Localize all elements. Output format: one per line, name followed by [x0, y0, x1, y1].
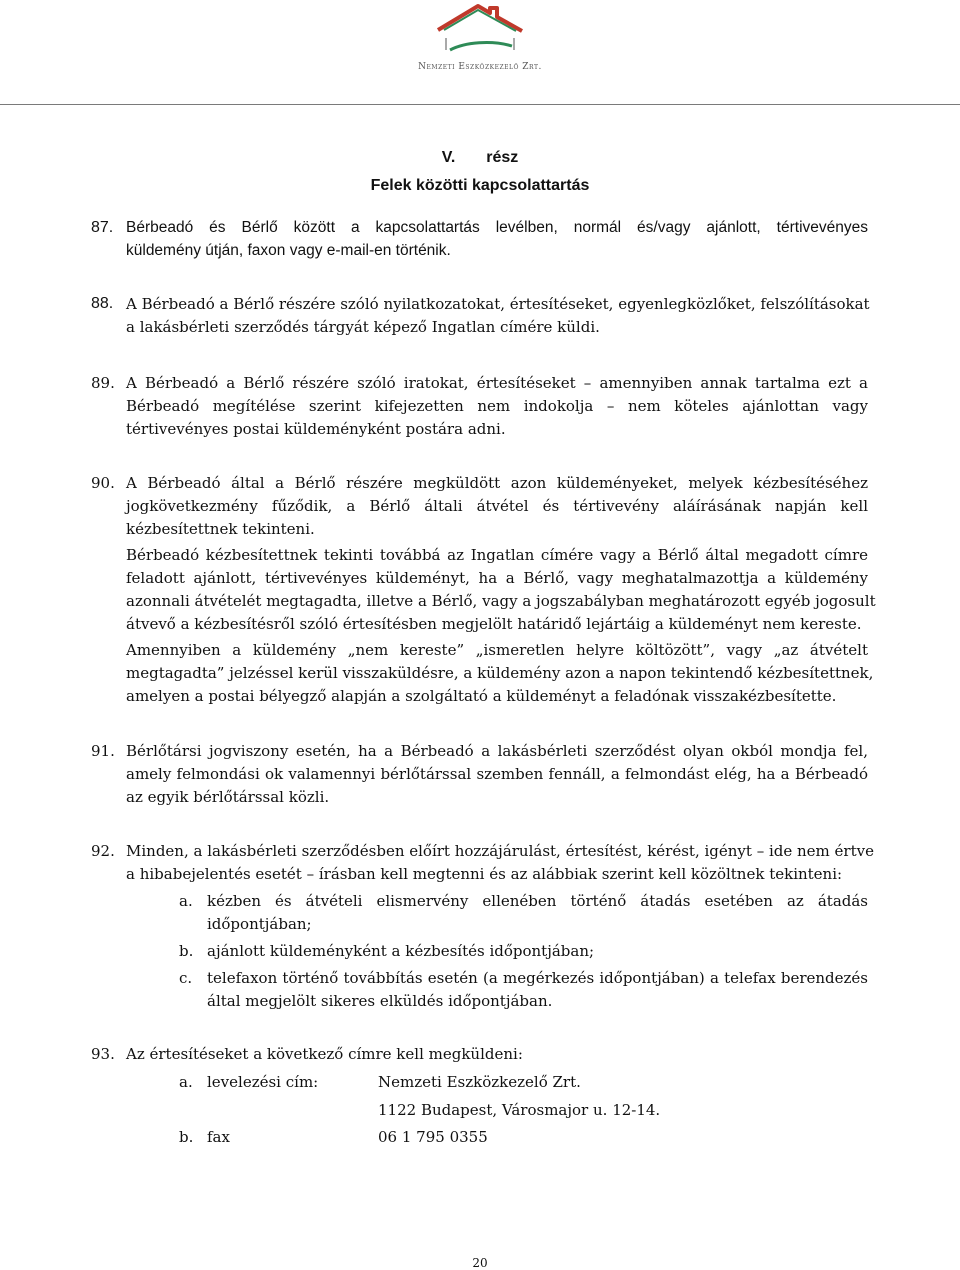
section-part-word: rész — [486, 149, 519, 166]
paragraph-line: feladott ajánlott, tértivevényes küldeményt, ha a Bérlő, vagy meghatalmazottja a küldemény — [126, 569, 868, 587]
address-label: fax — [207, 1128, 230, 1146]
section-part-number: V. — [441, 149, 456, 166]
paragraph-line: kézbesítettnek tekinteni. — [126, 520, 315, 538]
list-item-letter: c. — [179, 969, 193, 987]
paragraph-line: Bérlőtársi jogviszony esetén, ha a Bérbeadó a lakásbérleti szerződést olyan okból mondja fel, — [126, 742, 868, 760]
list-item-letter: a. — [179, 892, 193, 910]
paragraph-number: 89. — [91, 374, 115, 392]
paragraph-number: 87. — [91, 219, 114, 236]
paragraph-line: jogkövetkezmény fűződik, a Bérlő általi átvétel és tértivevény aláírásának napján kell — [126, 497, 868, 515]
section-part — [0, 149, 960, 167]
paragraph-line: küldemény útján, faxon vagy e-mail-en történik. — [126, 242, 451, 259]
list-item-line: ajánlott küldeményként a kézbesítés időpontjában; — [207, 942, 595, 960]
paragraph-line: Bérbeadó és Bérlő között a kapcsolattartás levélben, normál és/vagy ajánlott, tértivevényes — [126, 219, 868, 236]
paragraph-line: azonnali átvételét megtagadta, illetve a Bérlő, vagy a jogszabályban meghatározott egyéb jogosult — [126, 592, 876, 610]
address-item-letter: a. — [179, 1073, 193, 1091]
list-item-line: kézben és átvételi elismervény ellenében történő átadás esetében az átadás — [207, 892, 868, 910]
paragraph-line: Az értesítéseket a következő címre kell megküldeni: — [126, 1045, 523, 1063]
list-item-line: által megjelölt sikeres elküldés időpontjában. — [207, 992, 553, 1010]
company-logo — [380, 0, 580, 80]
paragraph-line: átvevő a kézbesítésről szóló értesítésben megjelölt határidő lejártáig a küldeményt nem kereste. — [126, 615, 862, 633]
list-item-line: telefaxon történő továbbítás esetén (a megérkezés időpontjában) a telefax berendezés — [207, 969, 868, 987]
paragraph-line: Bérbeadó megítélése szerint kifejezetten nem indokolja – nem köteles ajánlottan vagy — [126, 397, 868, 415]
page-number: 20 — [472, 1256, 488, 1270]
paragraph-line: az egyik bérlőtárssal közli. — [126, 788, 330, 806]
address-value: 06 1 795 0355 — [378, 1128, 488, 1146]
paragraph-line: A Bérbeadó által a Bérlő részére megküldött azon küldeményeket, melyek kézbesítéséhez — [126, 474, 868, 492]
paragraph-line: amelyen a postai bélyegző alapján a szolgáltató a küldeményt a feladónak visszakézbesítette. — [126, 687, 837, 705]
paragraph-line: a hibabejelentés esetét – írásban kell megtenni és az alábbiak szerint kell közöltnek tekinteni: — [126, 865, 843, 883]
paragraph-line: amely felmondási ok valamennyi bérlőtárssal szemben fennáll, a felmondást elég, ha a Bérbeadó — [126, 765, 868, 783]
paragraph-line: megtagadta” jelzéssel kerül visszaküldésre, a küldemény azon a napon tekintendő kézbesítettnek, — [126, 664, 874, 682]
address-item-letter: b. — [179, 1128, 194, 1146]
list-item-letter: b. — [179, 942, 194, 960]
address-value: 1122 Budapest, Városmajor u. 12-14. — [378, 1101, 661, 1119]
address-value: Nemzeti Eszközkezelő Zrt. — [378, 1073, 581, 1091]
paragraph-line: A Bérbeadó a Bérlő részére szóló iratokat, értesítéseket – amennyiben annak tartalma ezt a — [126, 374, 868, 392]
address-label: levelezési cím: — [207, 1073, 319, 1091]
company-name: Nemzeti Eszközkezelő Zrt. — [418, 62, 542, 72]
header-divider — [0, 104, 960, 105]
paragraph-line: Amennyiben a küldemény „nem kereste” „ismeretlen helyre költözött”, vagy „az átvételt — [126, 641, 868, 659]
paragraph-number: 91. — [91, 742, 115, 760]
paragraph-line: tértivevényes postai küldeményként postára adni. — [126, 420, 506, 438]
paragraph-number: 88. — [91, 295, 114, 312]
paragraph-line: a lakásbérleti szerződés tárgyát képező Ingatlan címére küldi. — [126, 318, 600, 336]
paragraph-number: 92. — [91, 842, 115, 860]
paragraph-number: 90. — [91, 474, 115, 492]
section-title: Felek közötti kapcsolattartás — [370, 177, 590, 194]
paragraph-line: Minden, a lakásbérleti szerződésben előírt hozzájárulást, értesítést, kérést, igényt – ide nem értve — [126, 842, 874, 860]
list-item-line: időpontjában; — [207, 915, 312, 933]
paragraph-number: 93. — [91, 1045, 115, 1063]
paragraph-line: A Bérbeadó a Bérlő részére szóló nyilatkozatokat, értesítéseket, egyenlegközlőket, felszólításokat — [126, 295, 870, 313]
paragraph-line: Bérbeadó kézbesítettnek tekinti továbbá az Ingatlan címére vagy a Bérlő által megadott címre — [126, 546, 868, 564]
